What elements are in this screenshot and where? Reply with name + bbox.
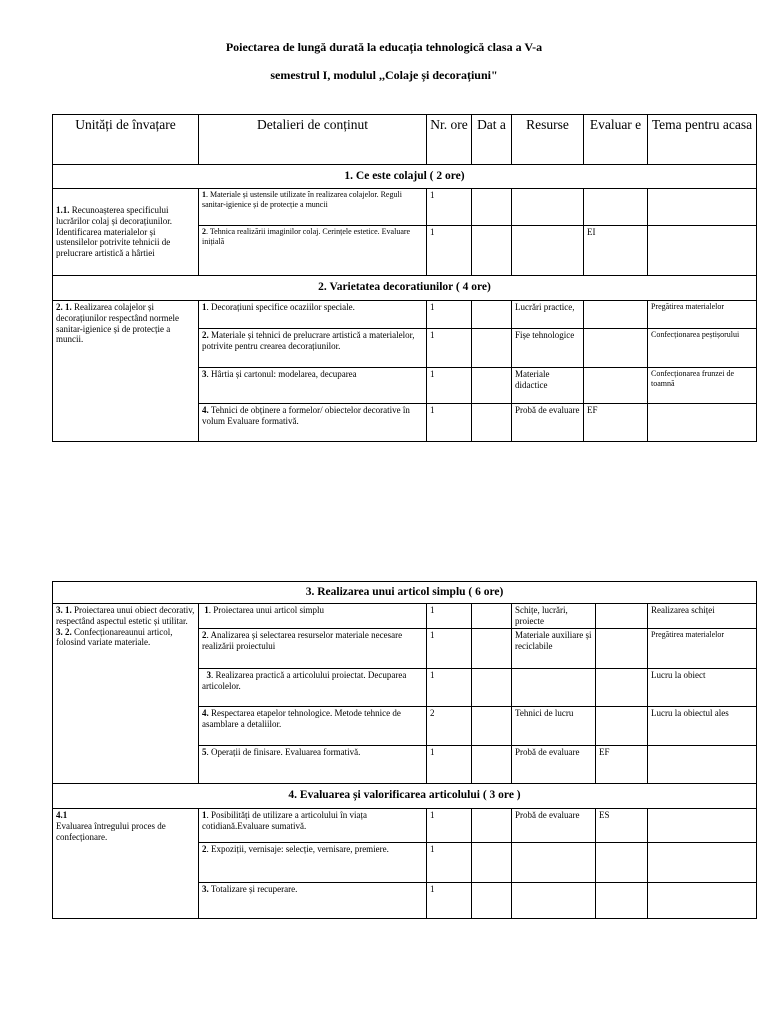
hours-cell: 1: [427, 809, 472, 843]
unit-text: Proiectarea unui obiect decorativ, respectând aspectul estetic și utilitar.: [56, 605, 195, 626]
content-cell: 1. Materiale și ustensile utilizate în realizarea colajelor. Reguli sanitar-igienice și de protecție a muncii: [199, 189, 427, 226]
table-row: [53, 604, 757, 629]
content-cell: 4. Tehnici de obținere a formelor/ obiectelor decorative în volum Evaluare formativă.: [199, 404, 427, 442]
unit-number: 3. 1.: [56, 605, 72, 615]
unit-number: 1.1.: [56, 205, 70, 215]
hours-cell: 1: [427, 604, 472, 629]
date-cell: [472, 843, 512, 883]
document-subtitle: semestrul I, modulul ,,Colaje și decorațiuni": [270, 68, 498, 82]
homework-cell: [648, 189, 757, 226]
section-title: 3. Realizarea unui articol simplu ( 6 ore): [53, 582, 757, 604]
resources-cell: Probă de evaluare: [512, 746, 596, 784]
content-cell: 1. Decorațiuni specifice ocaziilor speciale.: [199, 301, 427, 329]
content-cell: 5. Operații de finisare. Evaluarea formativă.: [199, 746, 427, 784]
learning-unit-cell: [53, 189, 199, 276]
homework-cell: Realizarea schiței: [648, 604, 757, 629]
hours-cell: 1: [427, 746, 472, 784]
table-header-row: [53, 115, 757, 165]
date-cell: [472, 604, 512, 629]
table-row: [53, 189, 757, 226]
date-cell: [472, 883, 512, 919]
resources-cell: Tehnici de lucru: [512, 707, 596, 746]
date-cell: [472, 809, 512, 843]
column-header: Dat a: [472, 115, 512, 165]
date-cell: [472, 368, 512, 404]
content-cell: 2. Expoziții, vernisaje: selecție, vernisare, premiere.: [199, 843, 427, 883]
homework-cell: Pregătirea materialelor: [648, 629, 757, 669]
evaluation-cell: [584, 189, 648, 226]
hours-cell: 1: [427, 843, 472, 883]
evaluation-cell: [596, 707, 648, 746]
date-cell: [472, 301, 512, 329]
date-cell: [472, 707, 512, 746]
resources-cell: Materiale auxiliare și reciclabile: [512, 629, 596, 669]
date-cell: [472, 189, 512, 226]
homework-cell: [648, 746, 757, 784]
content-cell: 4. Respectarea etapelor tehnologice. Metode tehnice de asamblare a detaliilor.: [199, 707, 427, 746]
evaluation-cell: [596, 629, 648, 669]
unit-text: Confecționareaunui articol, folosind variate materiale.: [56, 626, 173, 648]
hours-cell: 1: [427, 629, 472, 669]
document-title: Poiectarea de lungă durată la educația tehnologică clasa a V-a: [225, 40, 543, 54]
resources-cell: [512, 226, 584, 276]
hours-cell: 1: [427, 368, 472, 404]
column-header: Resurse: [512, 115, 584, 165]
resources-cell: [512, 843, 596, 883]
homework-cell: [648, 404, 757, 442]
evaluation-cell: ES: [596, 809, 648, 843]
planning-table-1: [52, 114, 757, 442]
table-row: [53, 301, 757, 329]
homework-cell: Confecționarea frunzei de toamnă: [648, 368, 757, 404]
evaluation-cell: EF: [596, 746, 648, 784]
resources-cell: [512, 883, 596, 919]
content-cell: 3. Realizarea practică a articolului proiectat. Decuparea articolelor.: [199, 669, 427, 707]
date-cell: [472, 669, 512, 707]
column-header: Nr. ore: [427, 115, 472, 165]
unit-number: 4.1: [56, 810, 68, 820]
resources-cell: [512, 669, 596, 707]
content-cell: 1. Posibilități de utilizare a articolului în viața cotidiană.Evaluare sumativă.: [199, 809, 427, 843]
resources-cell: Materiale didactice: [512, 368, 584, 404]
resources-cell: Probă de evaluare: [512, 404, 584, 442]
date-cell: [472, 226, 512, 276]
column-header: Detalieri de conținut: [199, 115, 427, 165]
homework-cell: Lucru la obiect: [648, 669, 757, 707]
resources-cell: [512, 189, 584, 226]
hours-cell: 1: [427, 669, 472, 707]
evaluation-cell: [584, 368, 648, 404]
unit-text: Evaluarea întregului proces de confecționare.: [56, 820, 166, 842]
hours-cell: 1: [427, 404, 472, 442]
resources-cell: Fișe tehnologice: [512, 329, 584, 368]
table-row: [53, 809, 757, 843]
section-title: 1. Ce este colajul ( 2 ore): [53, 165, 757, 189]
evaluation-cell: [584, 301, 648, 329]
homework-cell: [648, 843, 757, 883]
hours-cell: 1: [427, 226, 472, 276]
resources-cell: Lucrări practice,: [512, 301, 584, 329]
date-cell: [472, 329, 512, 368]
column-header: Evaluar e: [584, 115, 648, 165]
homework-cell: [648, 226, 757, 276]
unit-number: 3. 2.: [56, 626, 72, 637]
learning-unit-cell: [53, 809, 199, 919]
homework-cell: Confecționarea peștișorului: [648, 329, 757, 368]
resources-cell: Probă de evaluare: [512, 809, 596, 843]
planning-table-2: [52, 581, 757, 919]
date-cell: [472, 746, 512, 784]
content-cell: 2. Materiale și tehnici de prelucrare artistică a materialelor, potrivite pentru crearea decorațiunilor.: [199, 329, 427, 368]
evaluation-cell: [596, 883, 648, 919]
hours-cell: 1: [427, 301, 472, 329]
unit-text: Recunoașterea specificului lucrărilor colaj și decorațiunilor. Identificarea materialelor și ustensilelor potrivite tehnicii de prelucrare artistică a hârtiei: [56, 205, 172, 259]
homework-cell: Pregătirea materialelor: [648, 301, 757, 329]
content-cell: 2. Analizarea și selectarea resurselor materiale necesare realizării proiectului: [199, 629, 427, 669]
homework-cell: Lucru la obiectul ales: [648, 707, 757, 746]
hours-cell: 1: [427, 189, 472, 226]
content-cell: 3. Totalizare și recuperare.: [199, 883, 427, 919]
column-header: Unități de învațare: [53, 115, 199, 165]
evaluation-cell: [596, 843, 648, 883]
evaluation-cell: [584, 329, 648, 368]
unit-number: 2. 1.: [56, 302, 72, 312]
evaluation-cell: [596, 604, 648, 629]
unit-text: Realizarea colajelor și decorațiunilor respectând normele sanitar-igienice și de protecție a muncii.: [56, 302, 179, 345]
evaluation-cell: EI: [584, 226, 648, 276]
column-header: Tema pentru acasa: [648, 115, 757, 165]
evaluation-cell: [596, 669, 648, 707]
hours-cell: 1: [427, 883, 472, 919]
date-cell: [472, 629, 512, 669]
resources-cell: Schițe, lucrări, proiecte: [512, 604, 596, 629]
content-cell: 2. Tehnica realizării imaginilor colaj. Cerințele estetice. Evaluare inițială: [199, 226, 427, 276]
section-title: 4. Evaluarea și valorificarea articolului ( 3 ore ): [53, 784, 757, 809]
homework-cell: [648, 883, 757, 919]
section-title: 2. Varietatea decoratiunilor ( 4 ore): [53, 276, 757, 301]
content-cell: 3. Hârtia și cartonul: modelarea, decuparea: [199, 368, 427, 404]
hours-cell: 1: [427, 329, 472, 368]
learning-unit-cell: [53, 604, 199, 784]
date-cell: [472, 404, 512, 442]
homework-cell: [648, 809, 757, 843]
hours-cell: 2: [427, 707, 472, 746]
learning-unit-cell: [53, 301, 199, 442]
evaluation-cell: EF: [584, 404, 648, 442]
content-cell: 1. Proiectarea unui articol simplu: [199, 604, 427, 629]
